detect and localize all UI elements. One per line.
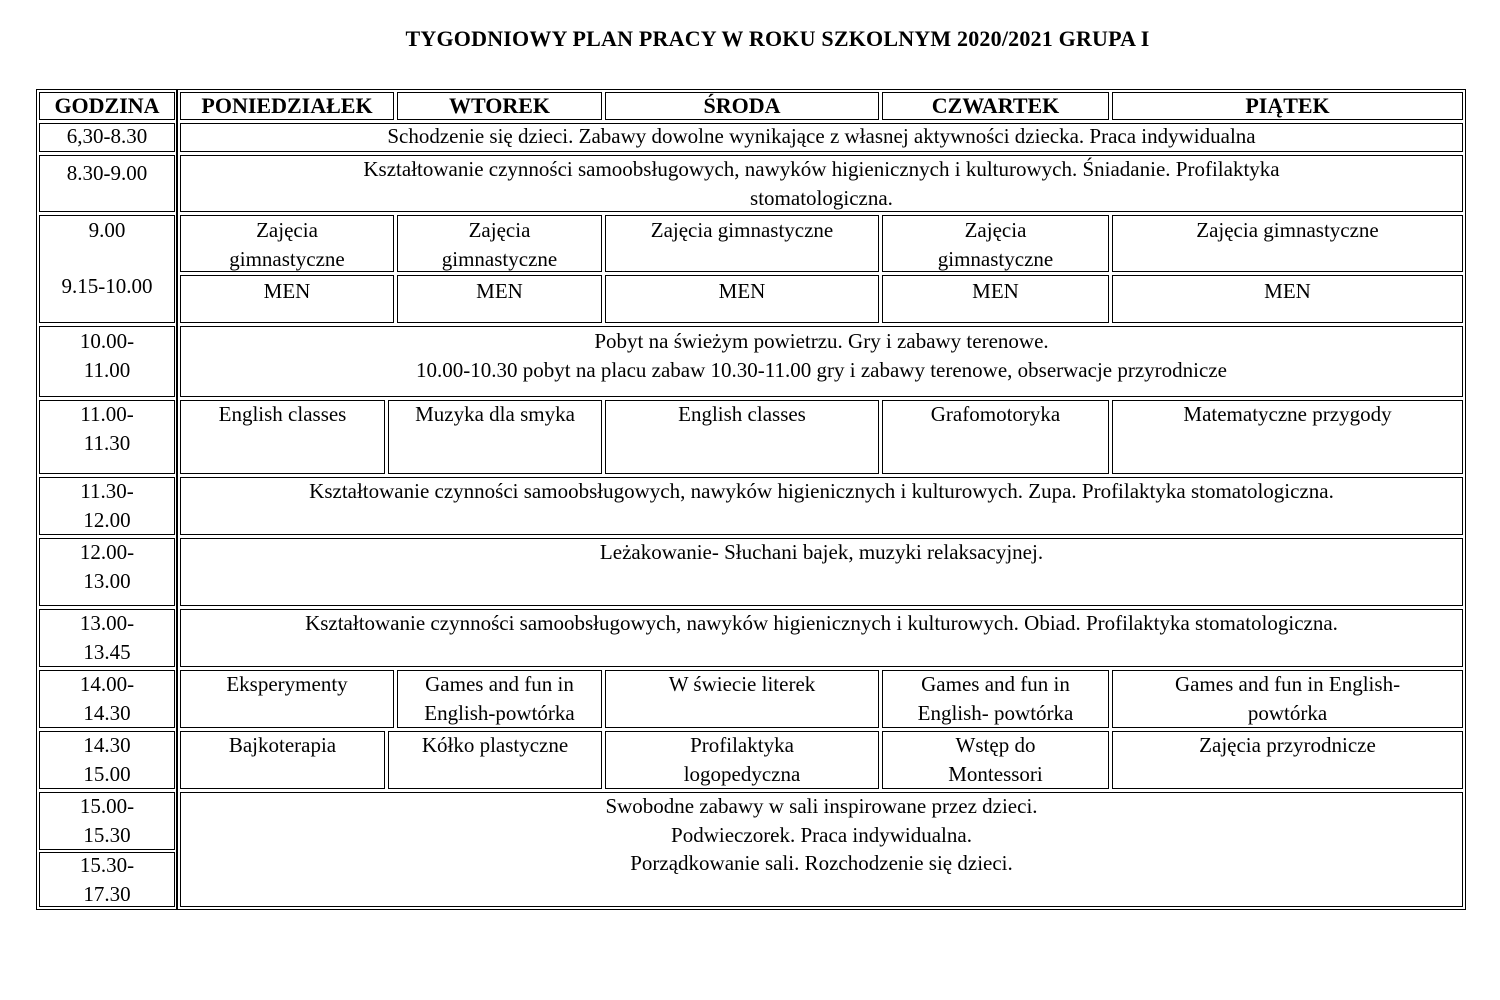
afternoon-class-friday [1112,670,1463,727]
activity-outdoor [180,327,1463,384]
time-line: 15.30 [83,822,131,847]
gym-class-friday [1112,216,1463,245]
time-line: 15.30- [79,853,135,877]
activity-free-play [180,792,1463,878]
text-line: Kształtowanie czynności samoobsługowych, nawyków higienicznych i kulturowych. Śniadanie. Profilaktyka [363,157,1280,181]
text-line: English-powtórka [424,700,575,725]
text-line: Pobyt na świeżym powietrzu. Gry i zabawy terenowe. [594,329,1049,353]
text-line: English- powtórka [917,700,1074,725]
text-line: logopedyczna [683,761,801,786]
time-line: 13.45 [83,639,131,664]
text-line: Bajkoterapia [228,733,337,757]
men-monday: MEN [263,279,311,303]
time-cell: 8.30-9.00 [66,161,148,185]
afternoon-class-wednesday [605,670,879,699]
time-line: 14.00- [79,672,135,696]
text-line: 10.00-10.30 pobyt na placu zabaw 10.30-11.00 gry i zabawy terenowe, obserwacje przyrodnicze [416,357,1227,382]
class-friday: Matematyczne przygody [1183,402,1392,426]
late-class-friday [1112,731,1463,760]
time-line: 15.00 [83,761,131,786]
gym-class-tuesday [397,216,602,273]
text-line: Zajęcia [964,218,1027,242]
time-cell [39,327,175,384]
time-cell: 9.15-10.00 [61,274,153,298]
activity-nap: Leżakowanie- Słuchani bajek, muzyki relaksacyjnej. [599,540,1044,564]
time-line: 11.30 [83,430,131,455]
header-time: GODZINA [54,93,160,118]
page-title: TYGODNIOWY PLAN PRACY W ROKU SZKOLNYM 2020/2021 GRUPA I [405,26,1150,51]
header-day-wednesday: ŚRODA [703,93,781,118]
text-line: Zajęcia gimnastyczne [1196,218,1379,242]
time-line: 13.00- [79,611,135,635]
text-line: W świecie literek [668,672,816,696]
afternoon-class-monday [180,670,394,699]
activity-soup: Kształtowanie czynności samoobsługowych, nawyków higienicznych i kulturowych. Zupa. Profilaktyka stomatologiczna. [309,479,1334,503]
late-class-monday [180,731,385,760]
class-monday: English classes [218,402,347,426]
time-cell [39,670,175,727]
time-line: 11.00- [80,402,134,426]
time-cell [39,477,175,534]
text-line: Porządkowanie sali. Rozchodzenie się dzieci. [630,851,1013,875]
time-line: 15.00- [79,794,135,818]
text-line: gimnastyczne [441,246,558,271]
time-line: 17.30 [83,881,131,906]
text-line: Wstęp do [955,733,1036,757]
time-cell [39,538,175,595]
time-cell [39,609,175,666]
men-wednesday: MEN [718,279,766,303]
text-line: Profilaktyka [690,733,794,757]
time-line: 14.30 [83,733,131,757]
text-line: Podwieczorek. Praca indywidualna. [671,822,972,847]
men-friday: MEN [1264,279,1311,303]
text-line: Zajęcia [468,218,531,242]
gym-class-wednesday [605,216,879,245]
text-line: Games and fun in [921,672,1070,696]
time-cell: 9.00 [88,218,126,242]
text-line: gimnastyczne [937,246,1054,271]
late-class-wednesday [605,731,879,788]
afternoon-class-tuesday [397,670,602,727]
header-day-monday: PONIEDZIAŁEK [201,93,373,118]
header-day-thursday: CZWARTEK [931,93,1060,118]
time-line: 11.30- [80,479,134,503]
text-line: Zajęcia gimnastyczne [650,218,834,242]
men-tuesday: MEN [476,279,523,303]
text-line: Games and fun in [425,672,574,696]
time-line: 11.00 [83,357,131,382]
afternoon-class-thursday [882,670,1109,727]
time-cell [39,851,175,908]
text-line: gimnastyczne [229,246,345,271]
text-line: Zajęcia [256,218,318,242]
late-class-thursday [882,731,1109,788]
text-line: Kółko plastyczne [421,733,569,757]
late-class-tuesday [388,731,602,760]
text-line: Montessori [948,761,1043,786]
time-line: 14.30 [83,700,131,725]
time-cell [39,792,175,849]
time-line: 13.00 [83,568,131,593]
text-line: Eksperymenty [226,672,348,696]
time-cell [39,731,175,788]
men-thursday: MEN [972,279,1019,303]
text-line: Games and fun in English- [1174,672,1401,696]
gym-class-monday [180,216,394,273]
time-cell [39,400,175,457]
header-day-tuesday: WTOREK [448,93,551,118]
class-thursday: Grafomotoryka [930,402,1061,426]
class-tuesday: Muzyka dla smyka [415,402,575,426]
header-day-friday: PIĄTEK [1245,93,1330,118]
activity-arrival: Schodzenie się dzieci. Zabawy dowolne wynikające z własnej aktywności dziecka. Praca indywidualna [387,124,1256,148]
gym-class-thursday [882,216,1109,273]
activity-breakfast [180,155,1463,212]
text-line: Zajęcia przyrodnicze [1199,733,1376,757]
time-line: 12.00 [83,507,131,532]
class-wednesday: English classes [678,402,806,426]
activity-lunch: Kształtowanie czynności samoobsługowych, nawyków higienicznych i kulturowych. Obiad. Profilaktyka stomatologiczna. [305,611,1338,635]
time-line: 10.00- [79,329,135,353]
time-cell: 6,30-8.30 [66,124,148,148]
time-line: 12.00- [79,540,135,564]
text-line: Swobodne zabawy w sali inspirowane przez dzieci. [605,794,1038,818]
text-line: powtórka [1247,700,1328,725]
text-line: stomatologiczna. [750,185,893,210]
